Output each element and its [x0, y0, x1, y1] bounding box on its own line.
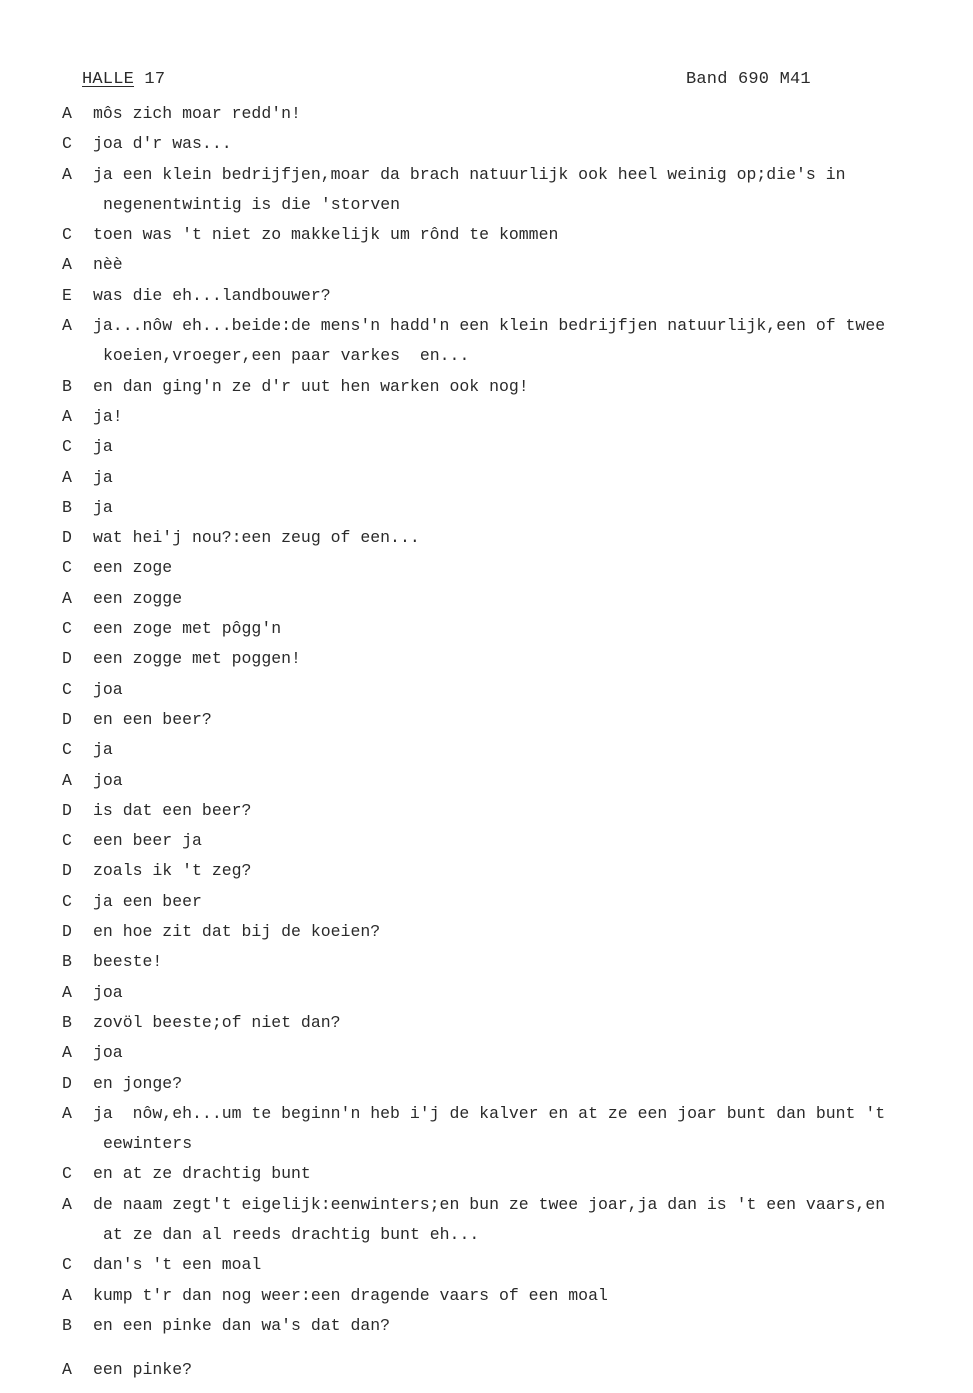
transcript-line — [62, 1011, 952, 1041]
speaker-label: A — [62, 1103, 72, 1123]
utterance-main: kump t'r dan nog weer:een dragende vaars of een moal — [93, 1285, 608, 1305]
speaker-label: D — [62, 861, 72, 881]
document-title — [82, 70, 165, 89]
speaker-label: A — [62, 770, 72, 790]
transcript-line — [62, 617, 952, 647]
transcript-line — [62, 435, 952, 465]
speaker-label: C — [62, 891, 72, 911]
transcript-line — [62, 1358, 952, 1388]
utterance-text — [93, 132, 943, 156]
utterance-text — [93, 496, 943, 520]
title-underlined: HALLE — [82, 70, 135, 89]
speaker-label: A — [62, 982, 72, 1002]
utterance-continuation: negenentwintig is die 'storven — [103, 194, 401, 214]
speaker-label: A — [62, 316, 72, 336]
speaker-label: C — [62, 679, 72, 699]
utterance-text — [93, 859, 943, 883]
transcript-line — [62, 799, 952, 829]
utterance-main: ja nôw,eh...um te beginn'n heb i'j de kalver en at ze een joar bunt dan bunt 't — [93, 1103, 886, 1123]
utterance-main: dan's 't een moal — [93, 1255, 262, 1275]
utterance-main: ja! — [93, 406, 123, 426]
utterance-main: en at ze drachtig bunt — [93, 1164, 311, 1184]
transcript-line — [62, 829, 952, 859]
utterance-text — [93, 1011, 943, 1035]
utterance-continuation: eewinters — [103, 1133, 193, 1153]
band-reference — [686, 70, 811, 89]
transcript-line — [62, 647, 952, 677]
speaker-label: E — [62, 285, 72, 305]
utterance-text — [93, 1162, 943, 1186]
transcript-line — [62, 1314, 952, 1344]
title-number: 17 — [144, 70, 166, 89]
transcript-line — [62, 314, 952, 375]
utterance-main: zoals ik 't zeg? — [93, 861, 252, 881]
utterance-text — [93, 587, 943, 611]
utterance-text — [93, 466, 943, 490]
speaker-label: B — [62, 376, 72, 396]
transcript-line — [62, 132, 952, 162]
utterance-text — [93, 738, 943, 762]
utterance-main: beeste! — [93, 952, 163, 972]
utterance-text — [93, 890, 943, 914]
page-header — [82, 70, 842, 94]
transcript-line — [62, 769, 952, 799]
utterance-text — [93, 1193, 943, 1247]
utterance-text — [93, 1284, 943, 1308]
transcript-line — [62, 981, 952, 1011]
utterance-main: joa — [93, 1043, 123, 1063]
transcript-lines — [62, 102, 952, 1388]
utterance-text — [93, 950, 943, 974]
speaker-label: A — [62, 255, 72, 275]
transcript-line — [62, 496, 952, 526]
transcript-line — [62, 1072, 952, 1102]
utterance-continuation: at ze dan al reeds drachtig bunt eh... — [103, 1224, 480, 1244]
transcript-line — [62, 1102, 952, 1163]
transcript-line — [62, 1284, 952, 1314]
utterance-text — [93, 314, 943, 368]
utterance-text — [93, 435, 943, 459]
speaker-label: A — [62, 1194, 72, 1214]
utterance-main: joa — [93, 982, 123, 1002]
utterance-text — [93, 647, 943, 671]
transcript-line — [62, 405, 952, 435]
utterance-main: de naam zegt't eigelijk:eenwinters;en bun ze twee joar,ja dan is 't een vaars,en — [93, 1194, 886, 1214]
speaker-label: B — [62, 497, 72, 517]
speaker-label: A — [62, 588, 72, 608]
utterance-main: een pinke? — [93, 1360, 193, 1380]
utterance-text — [93, 223, 943, 247]
speaker-label: A — [62, 164, 72, 184]
utterance-text — [93, 678, 943, 702]
transcript-line — [62, 556, 952, 586]
utterance-text — [93, 284, 943, 308]
band-label: Band 690 — [686, 70, 770, 89]
utterance-text — [93, 769, 943, 793]
transcript-line — [62, 253, 952, 283]
speaker-label: A — [62, 1043, 72, 1063]
utterance-main: een zogge — [93, 588, 183, 608]
utterance-text — [93, 708, 943, 732]
speaker-label: B — [62, 1315, 72, 1335]
speaker-label: D — [62, 800, 72, 820]
utterance-text — [93, 405, 943, 429]
utterance-text — [93, 163, 943, 217]
transcript-line — [62, 1253, 952, 1283]
speaker-label: B — [62, 952, 72, 972]
transcript-line — [62, 1162, 952, 1192]
speaker-label: B — [62, 1012, 72, 1032]
transcript-line — [62, 526, 952, 556]
utterance-text — [93, 981, 943, 1005]
transcript-line — [62, 1041, 952, 1071]
speaker-label: C — [62, 619, 72, 639]
utterance-text — [93, 920, 943, 944]
utterance-main: en dan ging'n ze d'r uut hen warken ook nog! — [93, 376, 529, 396]
utterance-main: en hoe zit dat bij de koeien? — [93, 922, 381, 942]
utterance-text — [93, 799, 943, 823]
speaker-label: A — [62, 104, 72, 123]
utterance-main: wat hei'j nou?:een zeug of een... — [93, 528, 420, 548]
speaker-label: A — [62, 1360, 72, 1380]
transcript-line — [62, 738, 952, 768]
utterance-text — [93, 1072, 943, 1096]
transcript-line — [62, 102, 952, 132]
utterance-text — [93, 102, 943, 126]
utterance-main: een beer ja — [93, 831, 202, 851]
speaker-label: C — [62, 1164, 72, 1184]
speaker-label: A — [62, 467, 72, 487]
speaker-label: C — [62, 831, 72, 851]
utterance-text — [93, 1358, 943, 1382]
utterance-main: ja een klein bedrijfjen,moar da brach natuurlijk ook heel weinig op;die's in — [93, 164, 846, 184]
transcript-line — [62, 223, 952, 253]
transcript-line — [62, 920, 952, 950]
transcript-line — [62, 950, 952, 980]
utterance-text — [93, 617, 943, 641]
transcript-line — [62, 163, 952, 224]
utterance-main: en een pinke dan wa's dat dan? — [93, 1315, 391, 1335]
utterance-main: môs zich moar redd'n! — [93, 104, 301, 123]
transcript-line — [62, 375, 952, 405]
transcript-line — [62, 678, 952, 708]
speaker-label: C — [62, 1255, 72, 1275]
speaker-label: D — [62, 922, 72, 942]
utterance-text — [93, 1253, 943, 1277]
utterance-text — [93, 526, 943, 550]
utterance-main: was die eh...landbouwer? — [93, 285, 331, 305]
utterance-main: ja — [93, 497, 113, 517]
speaker-label: D — [62, 709, 72, 729]
utterance-text — [93, 375, 943, 399]
utterance-main: joa — [93, 679, 123, 699]
utterance-main: joa — [93, 770, 123, 790]
speaker-label: A — [62, 1285, 72, 1305]
transcript-line — [62, 708, 952, 738]
utterance-main: en jonge? — [93, 1073, 183, 1093]
utterance-text — [93, 1102, 943, 1156]
speaker-label: A — [62, 406, 72, 426]
utterance-continuation: koeien,vroeger,een paar varkes en... — [103, 346, 470, 366]
speaker-label: D — [62, 649, 72, 669]
utterance-main: een zogge met poggen! — [93, 649, 301, 669]
transcript-line — [62, 859, 952, 889]
transcript-line — [62, 1193, 952, 1254]
speaker-label: C — [62, 558, 72, 578]
utterance-main: ja een beer — [93, 891, 202, 911]
speaker-label: C — [62, 134, 72, 154]
page-id: M41 — [779, 70, 811, 89]
transcript-line — [62, 890, 952, 920]
utterance-main: een zoge — [93, 558, 173, 578]
utterance-main: joa d'r was... — [93, 134, 232, 154]
speaker-label: C — [62, 437, 72, 457]
utterance-main: een zoge met pôgg'n — [93, 619, 282, 639]
speaker-label: C — [62, 225, 72, 245]
utterance-main: nèè — [93, 255, 123, 275]
utterance-text — [93, 556, 943, 580]
transcript-line — [62, 466, 952, 496]
utterance-main: en een beer? — [93, 709, 212, 729]
utterance-text — [93, 253, 943, 277]
utterance-main: ja — [93, 740, 113, 760]
transcript-line — [62, 284, 952, 314]
utterance-text — [93, 829, 943, 853]
utterance-main: ja — [93, 467, 113, 487]
speaker-label: D — [62, 1073, 72, 1093]
utterance-main: toen was 't niet zo makkelijk um rônd te kommen — [93, 225, 559, 245]
utterance-main: ja...nôw eh...beide:de mens'n hadd'n een klein bedrijfjen natuurlijk,een of twee — [93, 316, 886, 336]
utterance-main: is dat een beer? — [93, 800, 252, 820]
utterance-main: zovöl beeste;of niet dan? — [93, 1012, 341, 1032]
utterance-text — [93, 1314, 943, 1338]
utterance-text — [93, 1041, 943, 1065]
transcript-line — [62, 587, 952, 617]
speaker-label: C — [62, 740, 72, 760]
utterance-main: ja — [93, 437, 113, 457]
speaker-label: D — [62, 528, 72, 548]
